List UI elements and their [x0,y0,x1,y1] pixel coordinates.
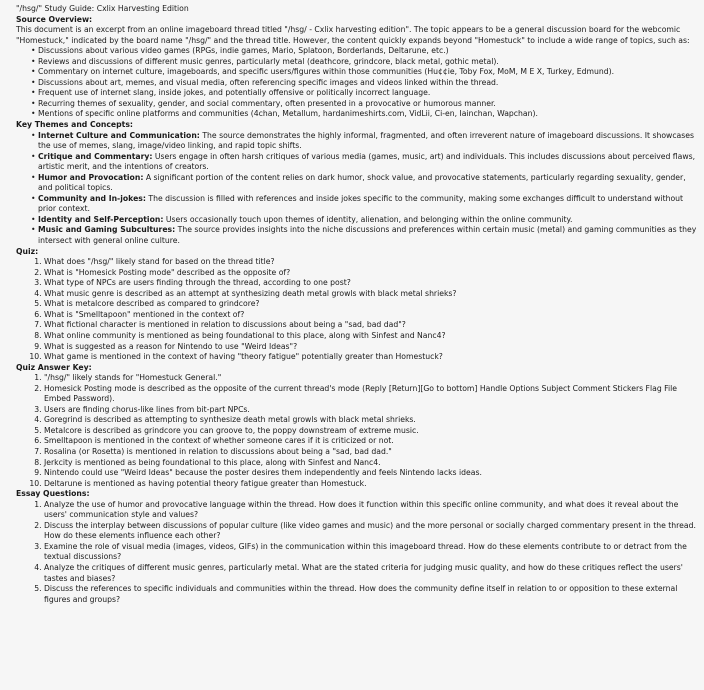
list-item: 10. Deltarune is mentioned as having potential theory fatigue greater than Homestuck. [44,479,698,490]
source-overview-heading: Source Overview: [16,14,93,24]
list-item: • Recurring themes of sexuality, gender, and social commentary, often presented in a provocative or humorous manner. [38,99,698,110]
list-item: • Discussions about various video games (RPGs, indie games, Mario, Splatoon, Borderlands, Deltarune, etc.) [38,46,698,57]
list-item: 3. Examine the role of visual media (images, videos, GIFs) in the communication within this imageboard thread. How do these elements contribute to or detract from the textual discussions? [44,542,698,563]
list-item: 7. Rosalina (or Rosetta) is mentioned in relation to discussions about being a "sad, bad dad." [44,447,698,458]
list-item: 2. Homesick Posting mode is described as the opposite of the current thread's mode (Reply [Return][Go to bottom] Handle Options Subject Comment Stickers Flag File Embed Password). [44,384,698,405]
list-item: • Reviews and discussions of different music genres, particularly metal (deathcore, grindcore, black metal, gothic metal). [38,57,698,68]
list-item: 2. What is "Homesick Posting mode" described as the opposite of? [44,268,698,279]
list-item: 10. What game is mentioned in the context of having "theory fatigue" potentially greater than Homestuck? [44,352,698,363]
list-item: 7. What fictional character is mentioned in relation to discussions about being a "sad, bad dad"? [44,320,698,331]
source-overview-intro: This document is an excerpt from an online imageboard thread titled "/hsg/ - Cxlix harvesting edition". The topic appears to be a general discussion board for the webcomic "Homestuck," indicated by the board name "/hsg/" and the thread title. However, the content quickly expands beyond "Homestuck" to include a wide range of topics, such as: [16,25,690,45]
list-item: 1. "/hsg/" likely stands for "Homestuck General." [44,373,698,384]
list-item: 3. What type of NPCs are users finding through the thread, according to one post? [44,278,698,289]
theme-term: Internet Culture and Communication: [38,130,200,140]
list-item: • Commentary on internet culture, imageboards, and specific users/figures within those communities (Hu¢¢ie, Toby Fox, MoM, M E X, Turkey, Edmund). [38,67,698,78]
theme-text: Users occasionally touch upon themes of identity, alienation, and belonging within the online community. [163,214,573,224]
theme-term: Identity and Self-Perception: [38,214,164,224]
quiz-answer-list [16,373,698,489]
list-item: 4. Analyze the critiques of different music genres, particularly metal. What are the stated criteria for judging music quality, and how do these critiques reflect the users' tastes and biases? [44,563,698,584]
list-item: 1. What does "/hsg/" likely stand for based on the thread title? [44,257,698,268]
list-item: 9. Nintendo could use "Weird Ideas" because the poster desires them independently and feels Nintendo lacks ideas. [44,468,698,479]
list-item [38,225,698,246]
essay-questions-heading: Essay Questions: [16,489,90,499]
list-item: • Frequent use of internet slang, inside jokes, and potentially offensive or politically incorrect language. [38,88,698,99]
list-item [38,194,698,215]
theme-text: The source provides insights into the niche discussions and preferences within certain music (metal) and gaming communities as they intersect with general online culture. [38,225,697,246]
list-item: 1. Analyze the use of humor and provocative language within the thread. How does it function within this specific online community, and what does it reveal about the users' communication style and values? [44,500,698,521]
list-item [38,215,698,226]
list-item: 4. Goregrind is described as attempting to synthesize death metal growls with black metal shrieks. [44,415,698,426]
list-item: 2. Discuss the interplay between discussions of popular culture (like video games and music) and the more personal or socially charged commentary present in the thread. How do these elements influence each other? [44,521,698,542]
key-themes-section [16,120,698,247]
list-item: • Mentions of specific online platforms and communities (4chan, Metallum, hardanimeshirts.com, VidLii, Ci-en, Iainchan, Wapchan). [38,109,698,120]
list-item: • Discussions about art, memes, and visual media, often referencing specific images and videos linked within the thread. [38,78,698,89]
list-item: 4. What music genre is described as an attempt at synthesizing death metal growls with black metal shrieks? [44,289,698,300]
key-themes-heading: Key Themes and Concepts: [16,120,133,130]
list-item: 8. What online community is mentioned as being foundational to this place, along with Sinfest and Nanc4? [44,331,698,342]
list-item: 5. Discuss the references to specific individuals and communities within the thread. How does the community define itself in relation to or opposition to these external figures and groups? [44,584,698,605]
theme-term: Critique and Commentary: [38,151,153,161]
quiz-heading: Quiz: [16,246,39,256]
source-overview-list [16,46,698,120]
theme-text: The discussion is filled with references and inside jokes specific to the community, making some exchanges difficult to understand without prior context. [38,193,684,214]
theme-text: A significant portion of the content relies on dark humor, shock value, and provocative statements, particularly regarding sexuality, gender, and political topics. [38,172,686,193]
list-item: 8. Jerkcity is mentioned as being foundational to this place, along with Sinfest and Nanc4. [44,458,698,469]
quiz-section [16,247,698,363]
list-item [38,173,698,194]
list-item [38,152,698,173]
source-overview-section [16,15,698,120]
list-item: 6. What is "Smelltapoon" mentioned in the context of? [44,310,698,321]
key-themes-list [16,131,698,247]
list-item: 9. What is suggested as a reason for Nintendo to use "Weird Ideas"? [44,342,698,353]
list-item: 5. Metalcore is described as grindcore you can groove to, the poppy downstream of extreme music. [44,426,698,437]
quiz-answer-key-section [16,363,698,490]
document-title: "/hsg/" Study Guide: Cxlix Harvesting Edition [16,4,189,13]
list-item: 6. Smelltapoon is mentioned in the context of whether someone cares if it is criticized or not. [44,436,698,447]
list-item: 3. Users are finding chorus-like lines from bit-part NPCs. [44,405,698,416]
essay-questions-section [16,489,698,605]
theme-term: Music and Gaming Subcultures: [38,225,176,235]
theme-text: The source demonstrates the highly informal, fragmented, and often irreverent nature of imageboard discussions. It showcases the use of memes, slang, image/video linking, and rapid topic shifts. [38,130,695,151]
list-item: 5. What is metalcore described as compared to grindcore? [44,299,698,310]
quiz-list [16,257,698,362]
quiz-answer-key-heading: Quiz Answer Key: [16,362,92,372]
list-item [38,131,698,152]
theme-term: Humor and Provocation: [38,172,144,182]
essay-questions-list [16,500,698,605]
theme-text: Users engage in often harsh critiques of various media (games, music, art) and individuals. This includes discussions about perceived flaws, artistic merit, and the intentions of creators. [38,151,696,172]
theme-term: Community and In-jokes: [38,193,146,203]
